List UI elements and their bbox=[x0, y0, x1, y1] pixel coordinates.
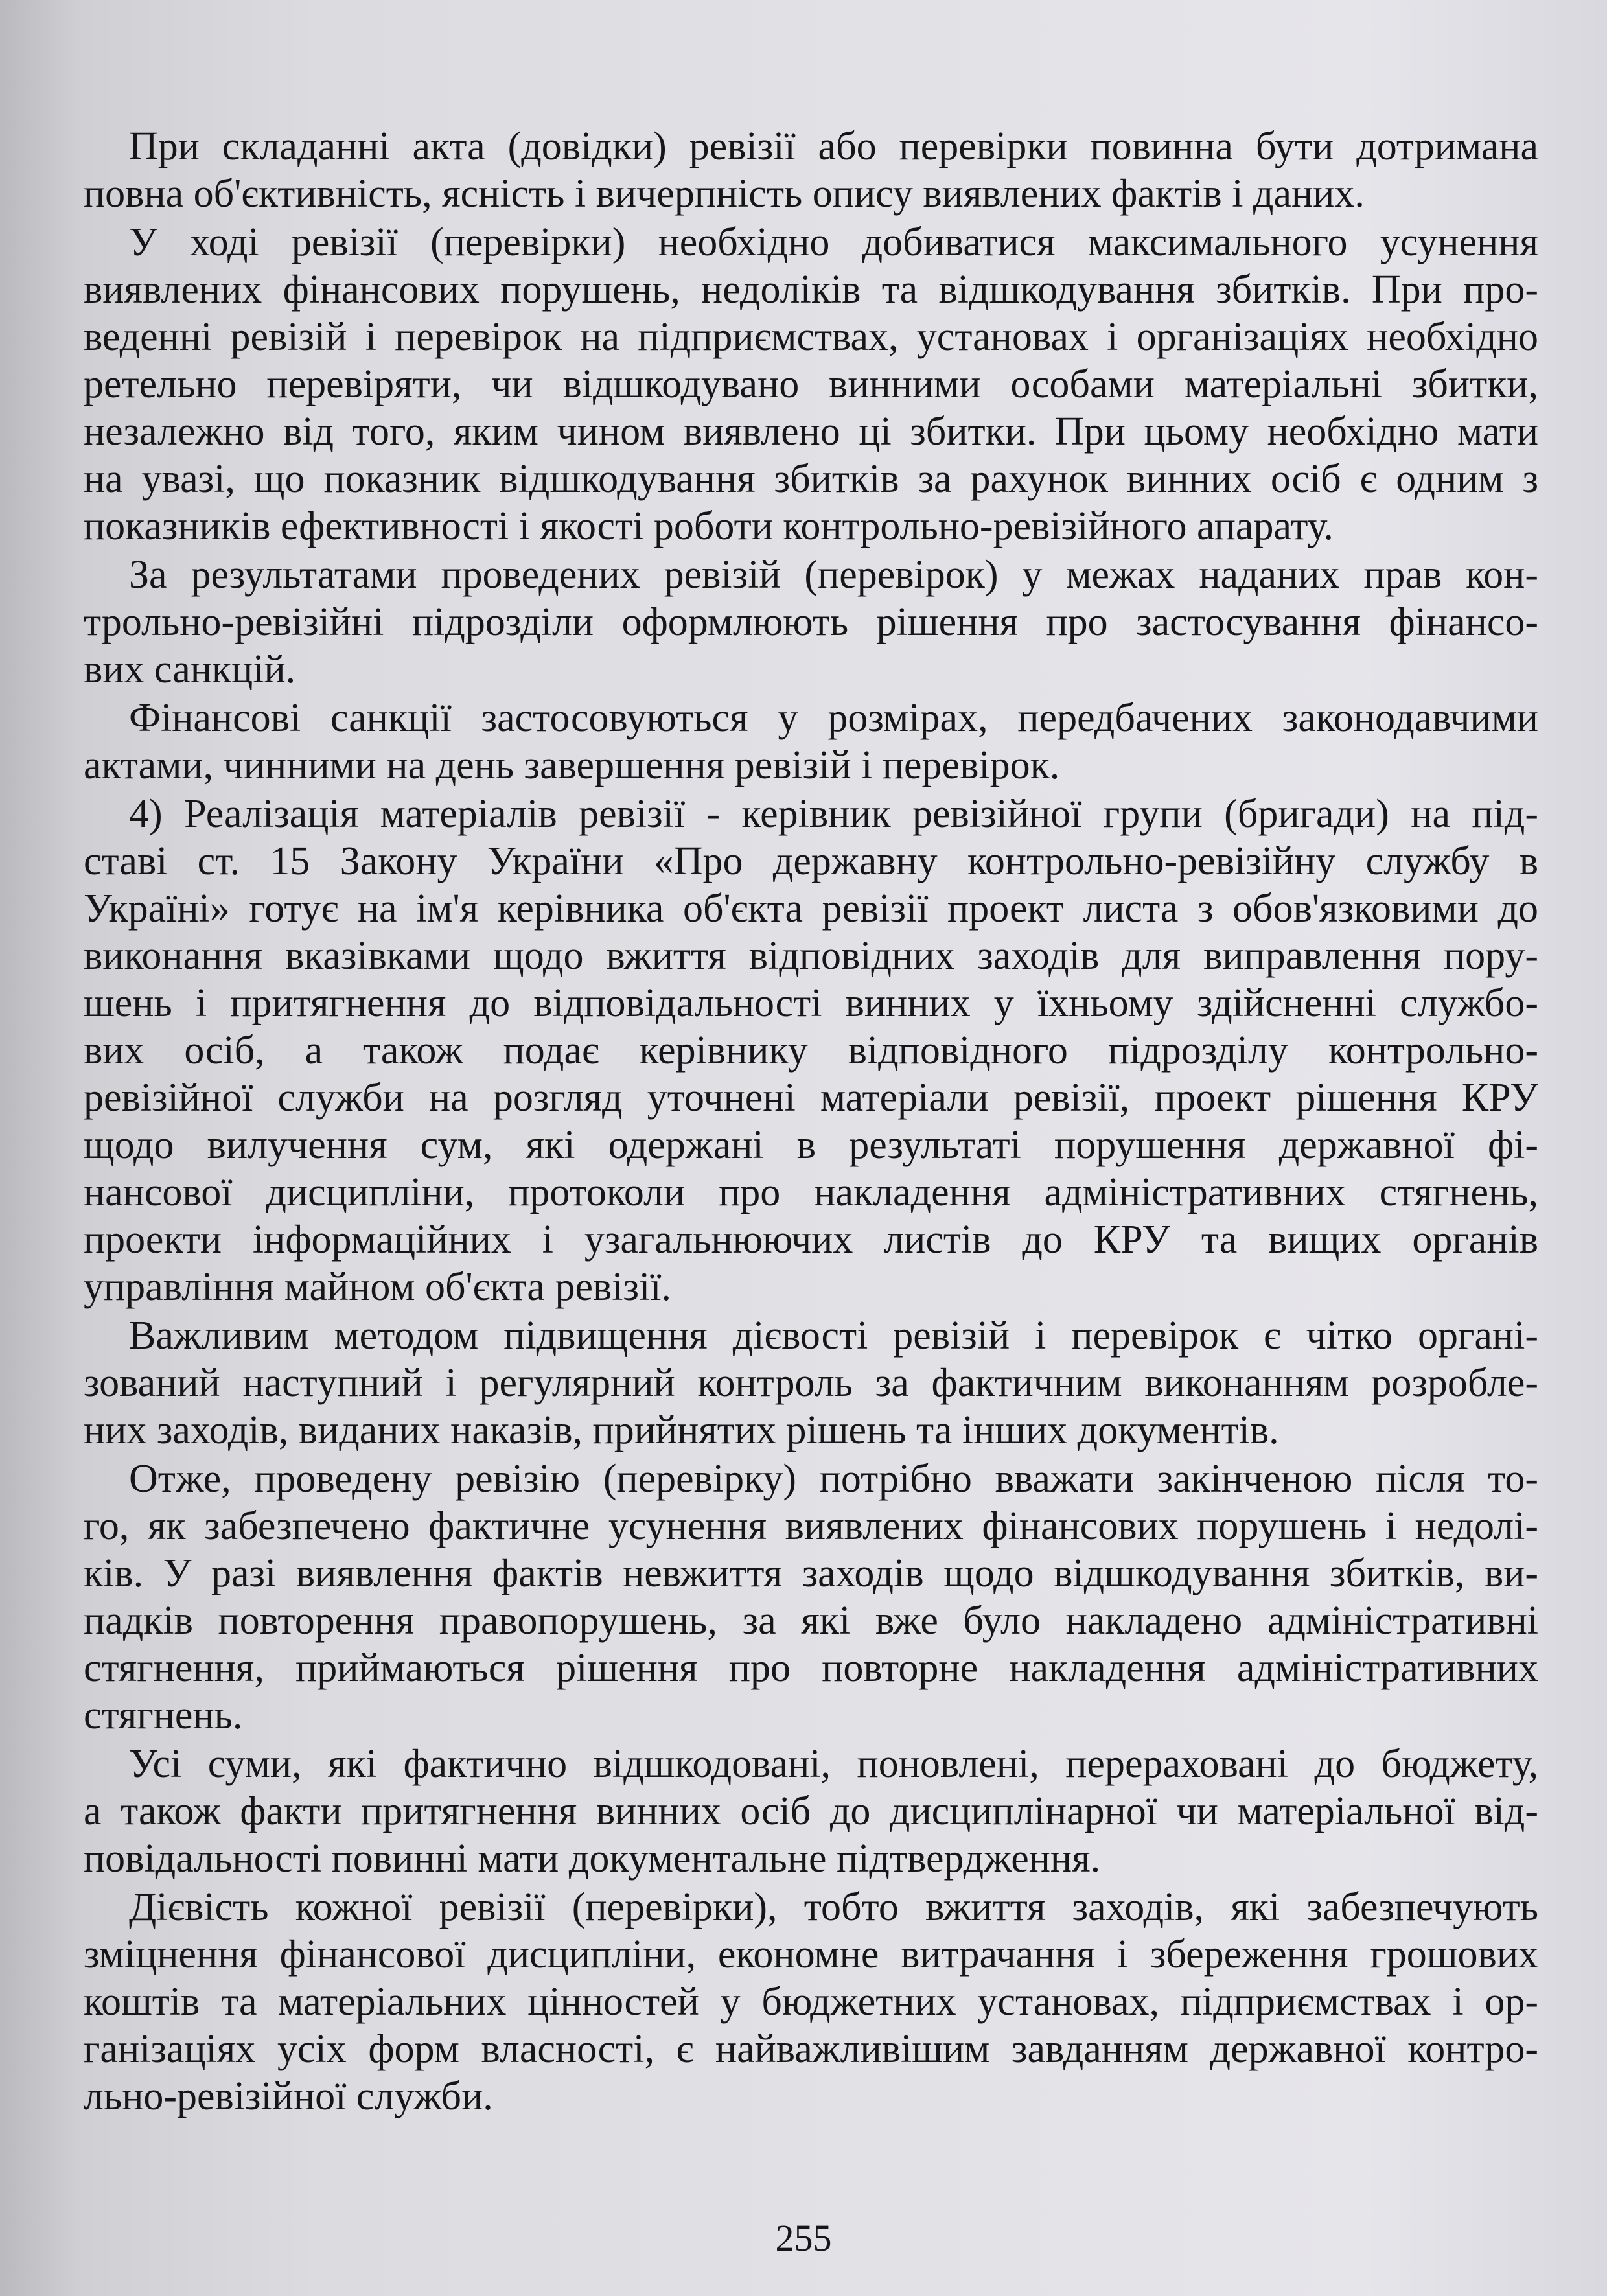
text-line: льно-ревізійної служби. bbox=[84, 2074, 493, 2118]
page-body bbox=[84, 123, 1538, 2122]
text-line: Отже, проведену ревізію (перевірку) потрібно вважати закінченою після то- bbox=[129, 1457, 1538, 1501]
text-line: У ході ревізії (перевірки) необхідно добиватися максимального усунення bbox=[129, 220, 1538, 264]
text-line: актами, чинними на день завершення ревізій і перевірок. bbox=[84, 743, 1060, 787]
text-line: повна об'єктивність, ясність і вичерпність опису виявлених фактів і даних. bbox=[84, 172, 1365, 216]
paragraph bbox=[84, 1741, 1538, 1883]
text-line: стягнення, приймаються рішення про повторне накладення адміністративних bbox=[84, 1646, 1538, 1690]
text-line: на увазі, що показник відшкодування збитків за рахунок винних осіб є одним з bbox=[84, 457, 1538, 501]
text-line: Важливим методом підвищення дієвості ревізій і перевірок є чітко органі- bbox=[129, 1314, 1538, 1358]
text-line: вих осіб, а також подає керівнику відповідного підрозділу контрольно- bbox=[84, 1028, 1538, 1073]
text-line: них заходів, виданих наказів, прийнятих рішень та інших документів. bbox=[84, 1408, 1279, 1452]
text-line: Фінансові санкції застосовуються у розмірах, передбачених законодавчими bbox=[129, 696, 1538, 740]
text-line: При складанні акта (довідки) ревізії або перевірки повинна бути дотримана bbox=[129, 124, 1538, 168]
paragraph bbox=[84, 551, 1538, 693]
page-number: 255 bbox=[775, 2217, 832, 2259]
text-line: проекти інформаційних і узагальнюючих листів до КРУ та вищих органів bbox=[84, 1218, 1538, 1262]
text-line: падків повторення правопорушень, за які вже було накладено адміністративні bbox=[84, 1599, 1538, 1643]
text-line: шень і притягнення до відповідальності винних у їхньому здійсненні службо- bbox=[84, 981, 1538, 1025]
text-line: ганізаціях усіх форм власності, є найважливішим завданням державної контро- bbox=[84, 2027, 1538, 2071]
text-line: а також факти притягнення винних осіб до дисциплінарної чи матеріальної від- bbox=[84, 1789, 1538, 1833]
text-line: ставі ст. 15 Закону України «Про державну контрольно-ревізійну службу в bbox=[84, 839, 1538, 883]
text-line: незалежно від того, яким чином виявлено ці збитки. При цьому необхідно мати bbox=[84, 410, 1538, 454]
text-line: нансової дисципліни, протоколи про накладення адміністративних стягнень, bbox=[84, 1170, 1538, 1214]
text-line: Усі суми, які фактично відшкодовані, поновлені, перераховані до бюджету, bbox=[129, 1742, 1538, 1786]
text-line: виявлених фінансових порушень, недоліків та відшкодування збитків. При про- bbox=[84, 268, 1538, 312]
text-line: веденні ревізій і перевірок на підприємствах, установах і організаціях необхідно bbox=[84, 315, 1538, 359]
text-line: За результатами проведених ревізій (перевірок) у межах наданих прав кон- bbox=[129, 553, 1538, 597]
text-line: повідальності повинні мати документальне підтвердження. bbox=[84, 1837, 1101, 1881]
text-line: управління майном об'єкта ревізії. bbox=[84, 1265, 671, 1309]
text-line: ків. У разі виявлення фактів невжиття заходів щодо відшкодування збитків, ви- bbox=[84, 1551, 1538, 1595]
paragraph bbox=[84, 1455, 1538, 1739]
paragraph bbox=[84, 791, 1538, 1311]
paragraph bbox=[84, 219, 1538, 550]
text-line: трольно-ревізійні підрозділи оформлюють рішення про застосування фінансо- bbox=[84, 600, 1538, 644]
text-line: 4) Реалізація матеріалів ревізії - керівник ревізійної групи (бригади) на під- bbox=[129, 792, 1538, 836]
text-line: Україні» готує на ім'я керівника об'єкта ревізії проект листа з обов'язковими до bbox=[84, 887, 1538, 931]
text-line: щодо вилучення сум, які одержані в результаті порушення державної фі- bbox=[84, 1123, 1538, 1167]
paragraph bbox=[84, 695, 1538, 789]
paragraph bbox=[84, 123, 1538, 218]
text-line: зміцнення фінансової дисципліни, економне витрачання і збереження грошових bbox=[84, 1932, 1538, 1977]
text-line: Дієвість кожної ревізії (перевірки), тобто вжиття заходів, які забезпечують bbox=[129, 1885, 1538, 1929]
text-line: виконання вказівками щодо вжиття відповідних заходів для виправлення пору- bbox=[84, 934, 1538, 978]
text-line: стягнень. bbox=[84, 1693, 243, 1737]
text-line: коштів та матеріальних цінностей у бюджетних установах, підприємствах і ор- bbox=[84, 1980, 1538, 2024]
text-line: ретельно перевіряти, чи відшкодувано винними особами матеріальні збитки, bbox=[84, 362, 1538, 406]
paragraph bbox=[84, 1312, 1538, 1454]
text-line: ревізійної служби на розгляд уточнені матеріали ревізії, проект рішення КРУ bbox=[84, 1076, 1538, 1120]
text-line: зований наступний і регулярний контроль за фактичним виконанням розробле- bbox=[84, 1361, 1538, 1405]
paragraph bbox=[84, 1884, 1538, 2120]
text-line: вих санкцій. bbox=[84, 647, 296, 691]
text-line: показників ефективності і якості роботи контрольно-ревізійного апарату. bbox=[84, 504, 1334, 548]
text-line: го, як забезпечено фактичне усунення виявлених фінансових порушень і недолі- bbox=[84, 1504, 1538, 1548]
